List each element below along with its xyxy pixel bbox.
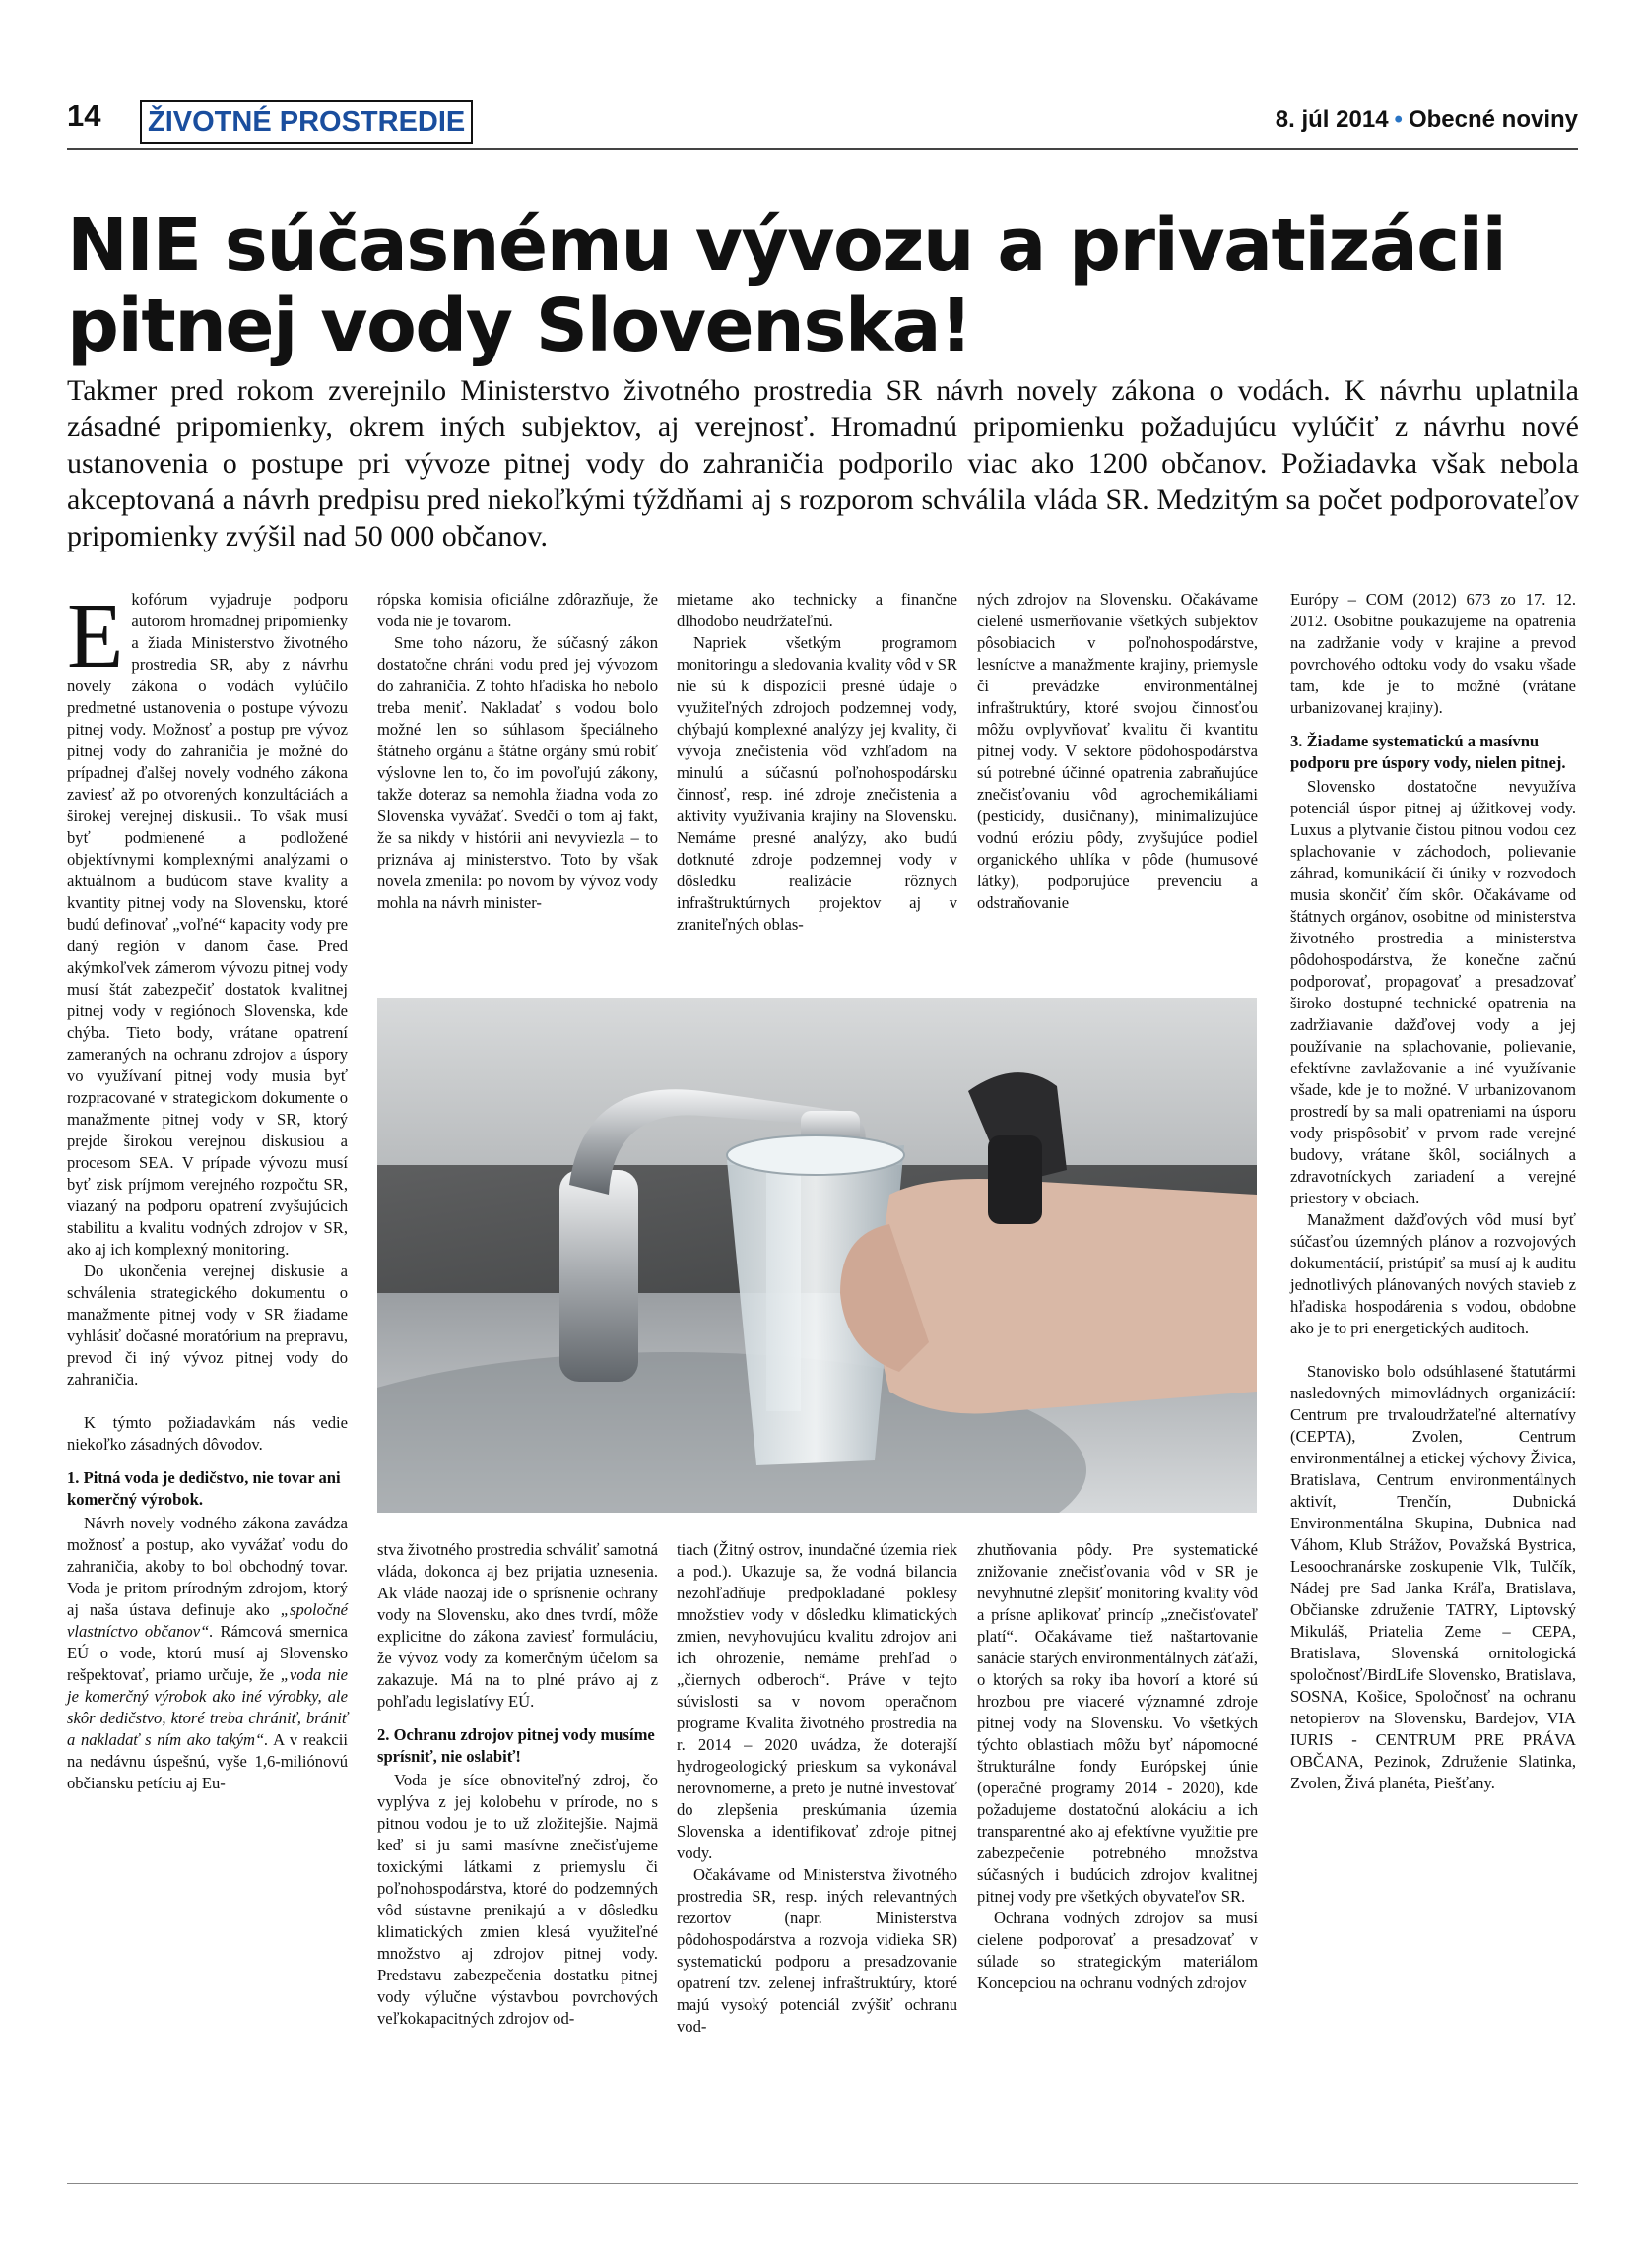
column-5 bbox=[1290, 589, 1576, 1794]
signatories-paragraph: Stanovisko bolo odsúhlasené štatutármi nasledovných mimovládnych organizácií: Centrum pre trvaloudržateľné alternatívy (CEPTA), Zvolen, Centrum environmentálnej a etickej výchovy Živica, Bratislava, Centrum environmentálnych aktivít, Trenčín, Dubnická Environmentálna Skupina, Dubnica nad Váhom, Klub Strážov, Považská Bystrica, Lesoochranárske zoskupenie Vlk, Tulčík, Nádej pre Sad Janka Kráľa, Bratislava, Občianske združenie TATRY, Liptovský Mikuláš, Priatelia Zeme – CEPA, Bratislava, Slovenská ornitologická spoločnosť/BirdLife Slovensko, Bratislava, SOSNA, Košice, Spoločnosť na ochranu netopierov na Slovensku, Bardejov, VIA IURIS - CENTRUM PRE PRÁVA OBČANA, Pezinok, Združenie Slatinka, Zvolen, Živá planéta, Piešťany. bbox=[1290, 1362, 1576, 1792]
title-line-2: pitnej vody Slovenska! bbox=[67, 284, 972, 368]
column-2-top bbox=[377, 589, 658, 914]
paragraph: tiach (Žitný ostrov, inundačné územia riek a pod.). Ukazuje sa, že vodná bilancia nezohľadňuje predpokladané poklesy množstiev vody v dôsledku klimatických zmien, nevyhovujúcu kvalitu zdrojov ani ich ohrozenie, nemáme prehľad o „čiernych odberoch“. Práve v tejto súvislosti sa v novom operačnom programe Kvalita životného prostredia na r. 2014 – 2020 uvádza, že doterajší hydrogeologický prieskum sa vykonával nerovnomerne, a preto je nutné investovať do zlepšenia preskúmania územia Slovenska a identifikovať zdroje pitnej vody. bbox=[677, 1540, 957, 1862]
drop-cap: E bbox=[67, 585, 124, 687]
paragraph: Voda je síce obnoviteľný zdroj, čo vyplýva z jej kolobehu v prírode, no s pitnou vodou je to už zložitejšie. Najmä keď si ju sami masívne znečisťujeme toxickými látkami z priemyslu či poľnohospodárstva, ktoré do podzemných vôd sústavne prenikajú a v dôsledku klimatických zmien klesá využiteľné množstvo aj zdrojov pitnej vody. Predstavu zabezpečenia dostatku pitnej vody výlučne výstavbou povrchových veľkokapacitných zdrojov od- bbox=[377, 1771, 658, 2028]
subheading-3: 3. Žiadame systematickú a masívnu podporu pre úspory vody, nielen pitnej. bbox=[1290, 732, 1566, 772]
paragraph: Sme toho názoru, že súčasný zákon dostatočne chráni vodu pred jej vývozom do zahraničia. Z tohto hľadiska ho nebolo treba meniť. Nakladať s vodou bolo možné len so súhlasom špeciálneho štátneho orgánu a štátne orgány smú robiť výslovne len to, čo im povoľujú zákony, takže doteraz sa nemohla žiadna voda zo Slovenska vyvážať. Svedčí o tom aj fakt, že sa nikdy v histórii ani nevyviezla – to priznáva aj ministerstvo. Toto by však novela zmenila: po novom by vývoz vody mohla na návrh minister- bbox=[377, 633, 658, 912]
paragraph: Ekofórum vyjadruje podporu autorom hromadnej pripomienky a žiada Ministerstvo životného prostredia SR, aby z návrhu novely zákona o vodách vylúčilo predmetné ustanovenia o postupe vývozu pitnej vody. Možnosť a postup pre vývoz pitnej vody do zahraničia je možné do prípadnej ďalšej novely vodného zákona zaviesť až po otvorených konzultáciách a širokej verejnej diskusii.. To však musí byť podmienené a podložené objektívnymi komplexnými analýzami o aktuálnom a budúcom stave kvality a kvantity pitnej vody na Slovensku, ktoré budú definovať „voľné“ kapacity vody pre daný región v danom čase. Pred akýmkoľvek zámerom vývozu pitnej vody musí štát zabezpečiť dostatok kvalitnej pitnej vody v regiónoch Slovenska, kde chýba. Tieto body, vrátane opatrení zameraných na ochranu zdrojov a úspory vo využívaní pitnej vody musia byť rozpracované v strategickom dokumente o manažmente pitnej vody v SR, ktorý prejde širokou verejnou diskusiou a procesom SEA. V prípade vývozu musí byť zisk príjmom verejného rozpočtu SR, viazaný na podporu opatrení zvyšujúcich stabilitu a kvalitu vodných zdrojov v SR, ako aj ich komplexný monitoring. bbox=[67, 585, 348, 1259]
column-3-bottom bbox=[677, 1539, 957, 2038]
separator-dot: • bbox=[1394, 106, 1403, 133]
paragraph: stva životného prostredia schváliť samotná vláda, dokonca aj bez prijatia uznesenia. Ak vláde naozaj ide o sprísnenie ochrany vody na Slovensku, ako dnes tvrdí, môže explicitne do zákona zaviesť formuláciu, že vývoz vody za komerčným účelom sa zakazuje. Má na to plné právo aj z pohľadu legislatívy EÚ. bbox=[377, 1540, 658, 1711]
issue-info bbox=[1276, 106, 1578, 134]
faucet-glass-illustration bbox=[377, 998, 1257, 1513]
article-title bbox=[67, 205, 1574, 366]
column-1 bbox=[67, 585, 348, 1794]
column-2-bottom bbox=[377, 1539, 658, 2030]
section-label: ŽIVOTNÉ PROSTREDIE bbox=[140, 100, 473, 144]
paragraph: Napriek všetkým programom monitoringu a sledovania kvality vôd v SR nie sú k dispozícii presné údaje o využiteľných zdrojoch podzemnej vody, chýbajú komplexné analýzy jej kvality, či vývoja znečistenia vôd vzhľadom na minulú a súčasnú poľnohospodársku činnosť, resp. iné zdroje znečistenia a aktivity využívania krajiny na Slovensku. Nemáme presné analýzy, ako budú dotknuté zdroje podzemnej vody v dôsledku realizácie rôznych infraštruktúrnych projektov aj v zraniteľných oblas- bbox=[677, 633, 957, 934]
header-rule bbox=[67, 148, 1578, 150]
paragraph: Slovensko dostatočne nevyužíva potenciál úspor pitnej aj úžitkovej vody. Luxus a plytvanie čistou pitnou vodou cez splachovanie v záchodoch, polievanie záhrad, komunikácií či úniky v rozvodoch musia skončiť čím skôr. Očakávame od štátnych orgánov, osobitne od ministerstva životného prostredia a ministerstva pôdohospodárstva, že konečne začnú podporovať, propagovať a presadzovať široko dostupné technické opatrenia na zadržiavanie dažďovej vody a jej používanie na splachovanie, polievanie, efektívne zavlažovanie a iné využívanie všade, kde je to možné. V urbanizovanom prostredí by sa mali opatreniami na úsporu vody prispôsobiť v prvom rade verejné budovy, vrátane škôl, sociálnych a zdravotníckych zariadení a verejné priestory v obciach. bbox=[1290, 777, 1576, 1207]
issue-date: 8. júl 2014 bbox=[1275, 106, 1389, 133]
page-number: 14 bbox=[67, 98, 101, 133]
article-lead: Takmer pred rokom zverejnilo Ministerstvo životného prostredia SR návrh novely zákona o vodách. K návrhu uplatnila zásadné pripomienky, okrem iných subjektov, aj verejnosť. Hromadnú pripomienku požadujúcu vylúčiť z návrhu nové ustanovenia o postupe pri vývoze pitnej vody do zahraničia podporilo viac ako 1200 občanov. Požiadavka však nebola akceptovaná a návrh predpisu pred niekoľkými týždňami aj s rozporom schválila vláda SR. Medzitým sa počet podporovateľov pripomienky zvýšil nad 50 000 občanov. bbox=[67, 374, 1579, 552]
column-3-top bbox=[677, 589, 957, 936]
footer-rule bbox=[67, 2183, 1578, 2184]
article-photo bbox=[377, 998, 1257, 1513]
publication-name: Obecné noviny bbox=[1408, 106, 1578, 133]
paragraph: zhutňovania pôdy. Pre systematické znižovanie znečisťovania vôd v SR je nevyhnutné zlepšiť monitoring kvality vôd a prísne aplikovať princíp „znečisťovateľ platí“. Očakávame tiež naštartovanie sanácie starých environmentálnych záťaží, o ktorých sa roky iba hovorí a ktoré sú hrozbou pre viaceré významné zdroje pitnej vody na Slovensku. Vo všetkých týchto oblastiach môžu byť nápomocné štrukturálne fondy Európskej únie (operačné programy 2014 - 2020), kde požadujeme dostatočnú alokáciu a ich transparentné ako aj efektívne využitie pre zabezpečenie potrebného množstva súčasných i budúcich zdrojov kvalitnej pitnej vody pre všetkých obyvateľov SR. bbox=[977, 1540, 1258, 1906]
subheading-2: 2. Ochranu zdrojov pitnej vody musíme sprísniť, nie oslabiť! bbox=[377, 1725, 655, 1766]
paragraph: Návrh novely vodného zákona zavádza možnosť a postup, ako vyvážať vodu do zahraničia, akoby to bol obchodný tovar. Voda je pritom prírodným zdrojom, ktorý aj naša ústava definuje ako „spoločné vlastníctvo občanov“. Rámcová smernica EÚ o vode, ktorú musí aj Slovensko rešpektovať, priamo určuje, že „voda nie je komerčný výrobok ako iné výrobky, ale skôr dedičstvo, ktoré treba chrániť, brániť a nakladať s ním ako takým“. A v reakcii na nedávnu úspešnú, vyše 1,6-miliónovú občiansku petíciu aj Eu- bbox=[67, 1514, 348, 1792]
paragraph: Manažment dažďových vôd musí byť súčasťou územných plánov a rozvojových dokumentácií, pristúpiť sa musí aj k auditu jednotlivých plánovaných nových stavieb z hľadiska hospodárenia s vodou, obdobne ako je to pri energetických auditoch. bbox=[1290, 1210, 1576, 1337]
paragraph: ných zdrojov na Slovensku. Očakávame cielené usmerňovanie všetkých subjektov pôsobiacich v poľnohospodárstve, lesníctve a manažmente krajiny, priemysle či prevádzke environmentálnej infraštruktúry, ktoré svojou činnosťou môžu ovplyvňovať kvalitu či kvantitu pitnej vody. V sektore pôdohospodárstva sú potrebné účinné opatrenia zabraňujúce znečisťovaniu vôd agrochemikáliami (pesticídy, dusičnany), minimalizujúce vodnú eróziu pôdy, zvyšujúce podiel organického uhlíka v pôde (humusové látky), podporujúce prevenciu a odstraňovanie bbox=[977, 590, 1258, 912]
paragraph: Do ukončenia verejnej diskusie a schválenia strategického dokumentu o manažmente pitnej vody v SR žiadame vyhlásiť dočasné moratórium na prepravu, prevod či iný vývoz pitnej vody do zahraničia. bbox=[67, 1262, 348, 1389]
column-4-bottom bbox=[977, 1539, 1258, 1994]
paragraph: Očakávame od Ministerstva životného prostredia SR, resp. iných relevantných rezortov (napr. Ministerstva pôdohospodárstva a rozvoja vidieka SR) systematickú podporu a presadzovanie opatrení tzv. zelenej infraštruktúry, ktoré majú vysoký potenciál zvýšiť ochranu vod- bbox=[677, 1865, 957, 2036]
paragraph: Európy – COM (2012) 673 zo 17. 12. 2012. Osobitne poukazujeme na opatrenia na zadržanie vody v krajine a prevod povrchového odtoku vody do vsaku všade tam, kde je to možné (vrátane urbanizovanej krajiny). bbox=[1290, 590, 1576, 717]
paragraph: rópska komisia oficiálne zdôrazňuje, že voda nie je tovarom. bbox=[377, 590, 658, 630]
subheading-1: 1. Pitná voda je dedičstvo, nie tovar ani komerčný výrobok. bbox=[67, 1468, 341, 1509]
paragraph: K týmto požiadavkám nás vedie niekoľko zásadných dôvodov. bbox=[67, 1413, 348, 1454]
title-line-1: NIE súčasnému vývozu a privatizácii bbox=[67, 203, 1506, 288]
paragraph: mietame ako technicky a finančne dlhodobo neudržateľnú. bbox=[677, 590, 957, 630]
column-4-top bbox=[977, 589, 1258, 914]
paragraph: Ochrana vodných zdrojov sa musí cielene podporovať a presadzovať v súlade so strategickým materiálom Koncepciou na ochranu vodných zdrojov bbox=[977, 1909, 1258, 1992]
